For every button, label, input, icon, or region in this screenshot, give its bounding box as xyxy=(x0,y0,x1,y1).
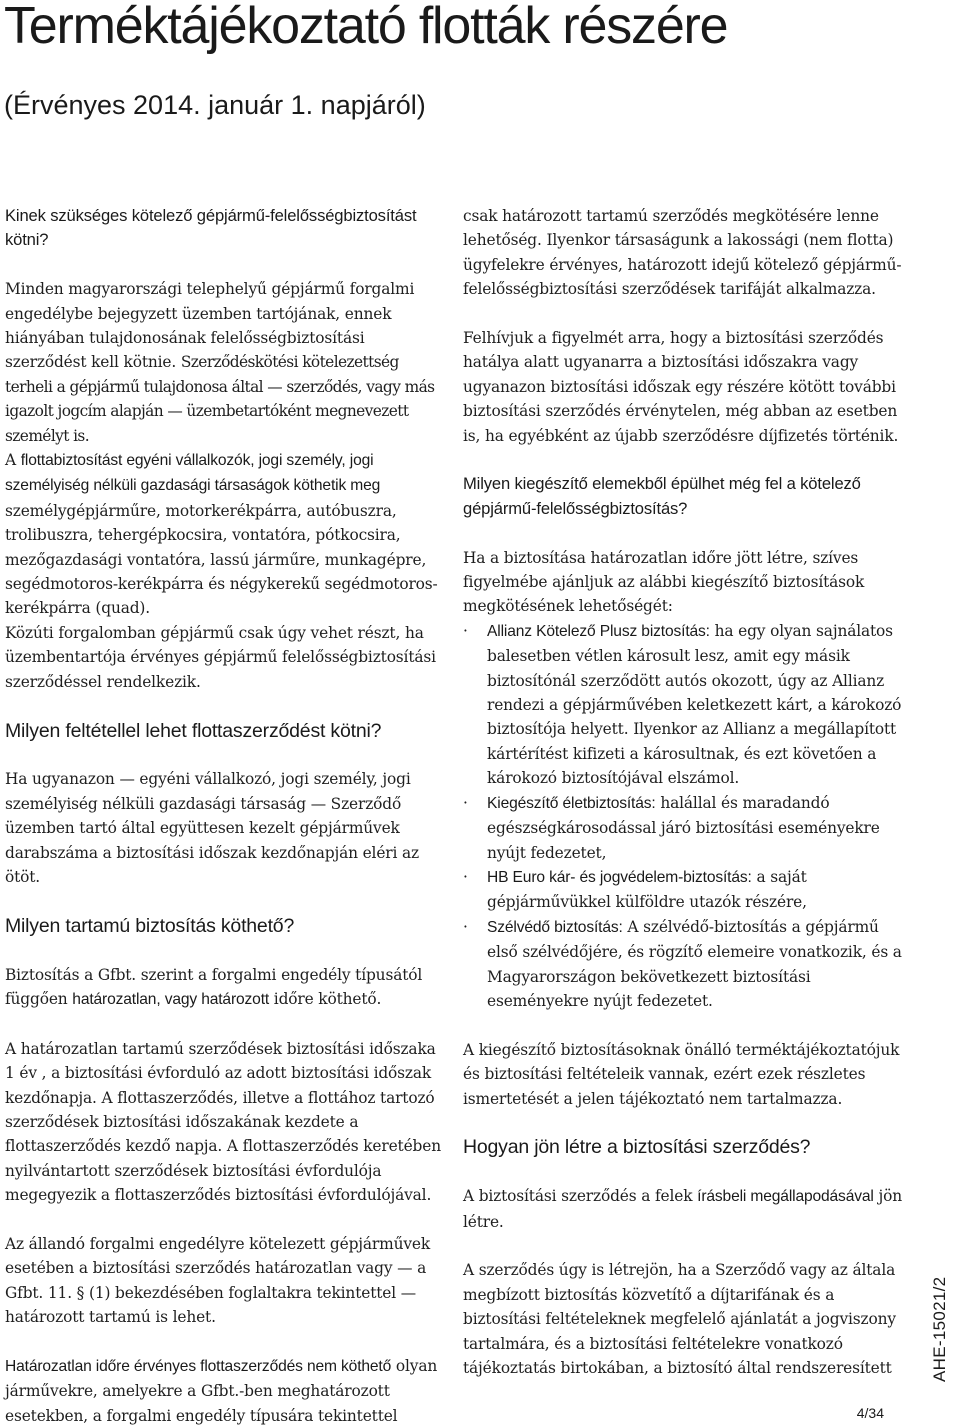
bullet-label: HB Euro kár- és jogvédelem-biztosítás: xyxy=(487,868,752,886)
paragraph-agreement-highlight: írásbeli megállapodásával xyxy=(697,1188,874,1206)
list-item xyxy=(463,619,903,791)
list-item xyxy=(463,791,903,865)
right-column xyxy=(463,204,903,1380)
supplementary-list xyxy=(463,619,903,1014)
list-item xyxy=(463,915,903,1014)
paragraph-fleet-highlight: flottabiztosítást egyéni vállalkozók, jogi személy, jogi személyiség nélküli gazdasági társaságok köthetik meg xyxy=(5,452,381,495)
list-item xyxy=(463,865,903,915)
paragraph-fleet-eligibility xyxy=(5,448,443,621)
bullet-label: Allianz Kötelező Plusz biztosítás: xyxy=(487,622,710,640)
paragraph-indefinite-period: A határozatlan tartamú szerződések biztosítási időszaka 1 év , a biztosítási évforduló az adott biztosítási időszak kezdőnapja. A flottaszerződés, illetve a flottához tartozó szerződések biztosítási időszakának kezdete a flottaszerződés kezdő napja. A flottaszerződés keretében nyilvántartott szerződések biztosítási évfordulója megegyezik a flottaszerződés biztosítási évfordulójával. xyxy=(5,1039,441,1205)
page-number: 4/34 xyxy=(856,1405,884,1421)
paragraph-offer-formation: A szerződés úgy is létrejön, ha a Szerződő vagy az általa megbízott biztosítás közvetítő a díjtarifának és a biztosítási feltételeknek megfelelő ajánlatát a jogviszony tartalmára, és a biztosítási feltételekre vonatkozó tájékoztatás birtokában, a biztosító által rendszeresített xyxy=(463,1261,896,1377)
question-who-must-insure: Kinek szükséges kötelező gépjármű-felelősségbiztosítást kötni? xyxy=(5,206,417,250)
paragraph-five-vehicles: Ha ugyanazon — egyéni vállalkozó, jogi személy, jogi személyiség nélküli gazdasági társaság — Szerződő üzemben tartó által együttesen kezelt gépjárművek darabszáma a biztosítási időszak kezdőnapján eléri az ötöt. xyxy=(5,770,419,886)
bullet-label: Szélvédő biztosítás: xyxy=(487,918,623,936)
bullet-dot: · xyxy=(463,867,468,886)
paragraph-exclusion xyxy=(5,1354,443,1428)
paragraph-permanent-license: Az állandó forgalmi engedélyre kötelezett gépjárművek esetében a biztosítási szerződés határozatlan vagy — a Gfbt. 11. § (1) bekezdésében foglaltakra tekintettel — határozott tartamú is lehet. xyxy=(5,1234,431,1327)
heading-contract-formation: Hogyan jön létre a biztosítási szerződés? xyxy=(463,1136,811,1159)
document-code: AHE-15021/2 xyxy=(930,1276,949,1382)
paragraph-term-types xyxy=(5,963,443,1013)
bullet-text: a saját gépjárművükkel külföldre utazók részére, xyxy=(487,867,807,912)
paragraph-invalid-double-insurance: Felhívjuk a figyelmét arra, hogy a biztosítási szerződés hatálya alatt ugyanarra a biztosítási időszakra vagy ugyanazon biztosítási időszak egy részére kötött további biztosítási szerződés érvénytelen, még abban az esetben is, ha egyébként az újabb szerződésre díjfizetés történik. xyxy=(463,329,899,445)
paragraph-fixed-term-tariff: csak határozott tartamú szerződés megkötésére lenne lehetőség. Ilyenkor társaságunk a lakossági (nem flotta) ügyfelekre érvényes, határozott idejű kötelező gépjármű-felelősségbiztosítási szerződések tarifáját alkalmazza. xyxy=(463,207,902,299)
paragraph-agreement-suffix: jön létre. xyxy=(463,1187,902,1231)
bullet-dot: · xyxy=(463,621,468,640)
paragraph-fleet-vehicles: személygépjárműre, motorkerékpárra, autóbuszra, trolibuszra, tehergépkocsira, vontatóra, pótkocsira, mezőgazdasági vontatóra, lassú járműre, munkagépre, segédmotoros-kerékpárra és négykerekű segédmotoros-kerékpárra (quad). xyxy=(5,501,438,618)
paragraph-obligation xyxy=(5,277,443,448)
heading-insurance-term: Milyen tartamú biztosítás köthető? xyxy=(5,914,295,937)
paragraph-fleet-prefix: A xyxy=(5,451,21,470)
paragraph-separate-terms: A kiegészítő biztosításoknak önálló terméktájékoztatójuk és biztosítási feltételeik vannak, ezért ezek részletes ismertetését a jelen tájékoztató nem tartalmazza. xyxy=(463,1040,900,1108)
paragraph-traffic-condition: Közúti forgalomban gépjármű csak úgy vehet részt, ha üzembentartója érvényes gépjármű felelősségbiztosítási szerződéssel rendelkezik. xyxy=(5,623,436,691)
paragraph-written-agreement xyxy=(463,1184,903,1234)
heading-fleet-condition: Milyen feltétellel lehet flottaszerződést kötni? xyxy=(5,719,382,742)
paragraph-supplementary-intro: Ha a biztosítása határozatlan időre jött létre, szíves figyelmébe ajánljuk az alábbi kiegészítő biztosítások megkötésének lehetőségét: xyxy=(463,548,865,616)
paragraph-term-suffix: időre köthető. xyxy=(269,989,382,1008)
paragraph-term-prefix: Biztosítás a Gfbt. szerint a forgalmi engedély típusától függően xyxy=(5,965,423,1008)
question-supplementary-elements: Milyen kiegészítő elemekből épülhet még fel a kötelező gépjármű-felelősségbiztosítás? xyxy=(463,474,861,518)
paragraph-obligation-text: Minden magyarországi telephelyű gépjármű forgalmi engedélybe bejegyzett üzemben tartójának, ennek hiányában tulajdonosának felelősségbiztosítási szerződést kell kötnie. xyxy=(5,280,415,372)
validity-subtitle: (Érvényes 2014. január 1. napjáról) xyxy=(4,90,426,120)
bullet-text: halállal és maradandó egészségkárosodással járó biztosítási eseményekre nyújt fedezetet, xyxy=(487,793,880,862)
bullet-text: ha egy olyan sajnálatos balesetben vétlen károsult lesz, amit egy másik biztosítónál szerződött autós okozott, úgy az Allianz rendezi a gépjárművében keletkezett kárt, a károkozó biztosítója helyett. Ilyenkor az Allianz a megállapított kártérítést kifizeti a károsultnak, és ezt követően a károkozó biztosítójával elszámol. xyxy=(487,621,902,788)
paragraph-term-highlight: határozatlan, vagy határozott xyxy=(72,990,270,1008)
paragraph-obligation-owner: Szerződéskötési kötelezettség terheli a gépjármű tulajdonosa által — szerződés, vagy más igazolt jogcím alapján — üzembetartóként megnevezett személyt is. xyxy=(5,353,435,445)
paragraph-agreement-prefix: A biztosítási szerződés a felek xyxy=(463,1187,698,1206)
bullet-dot: · xyxy=(463,917,468,936)
paragraph-exclusion-text: olyan járművekre, amelyekre a Gfbt.-ben meghatározott esetekben, a forgalmi engedély típusára tekintettel xyxy=(5,1356,438,1425)
bullet-text: A szélvédő-biztosítás a gépjármű első szélvédőjére, és rögzítő elemeire vonatkozik, és a Magyarországon bekövetkezett biztosítási eseményekre nyújt fedezetet. xyxy=(487,917,902,1010)
bullet-dot: · xyxy=(463,793,468,812)
bullet-label: Kiegészítő életbiztosítás: xyxy=(487,794,656,812)
left-column xyxy=(5,204,443,1428)
page-title: Terméktájékoztató flották részére xyxy=(4,0,728,55)
paragraph-exclusion-highlight: Határozatlan időre érvényes flottaszerződés nem köthető xyxy=(5,1357,392,1375)
